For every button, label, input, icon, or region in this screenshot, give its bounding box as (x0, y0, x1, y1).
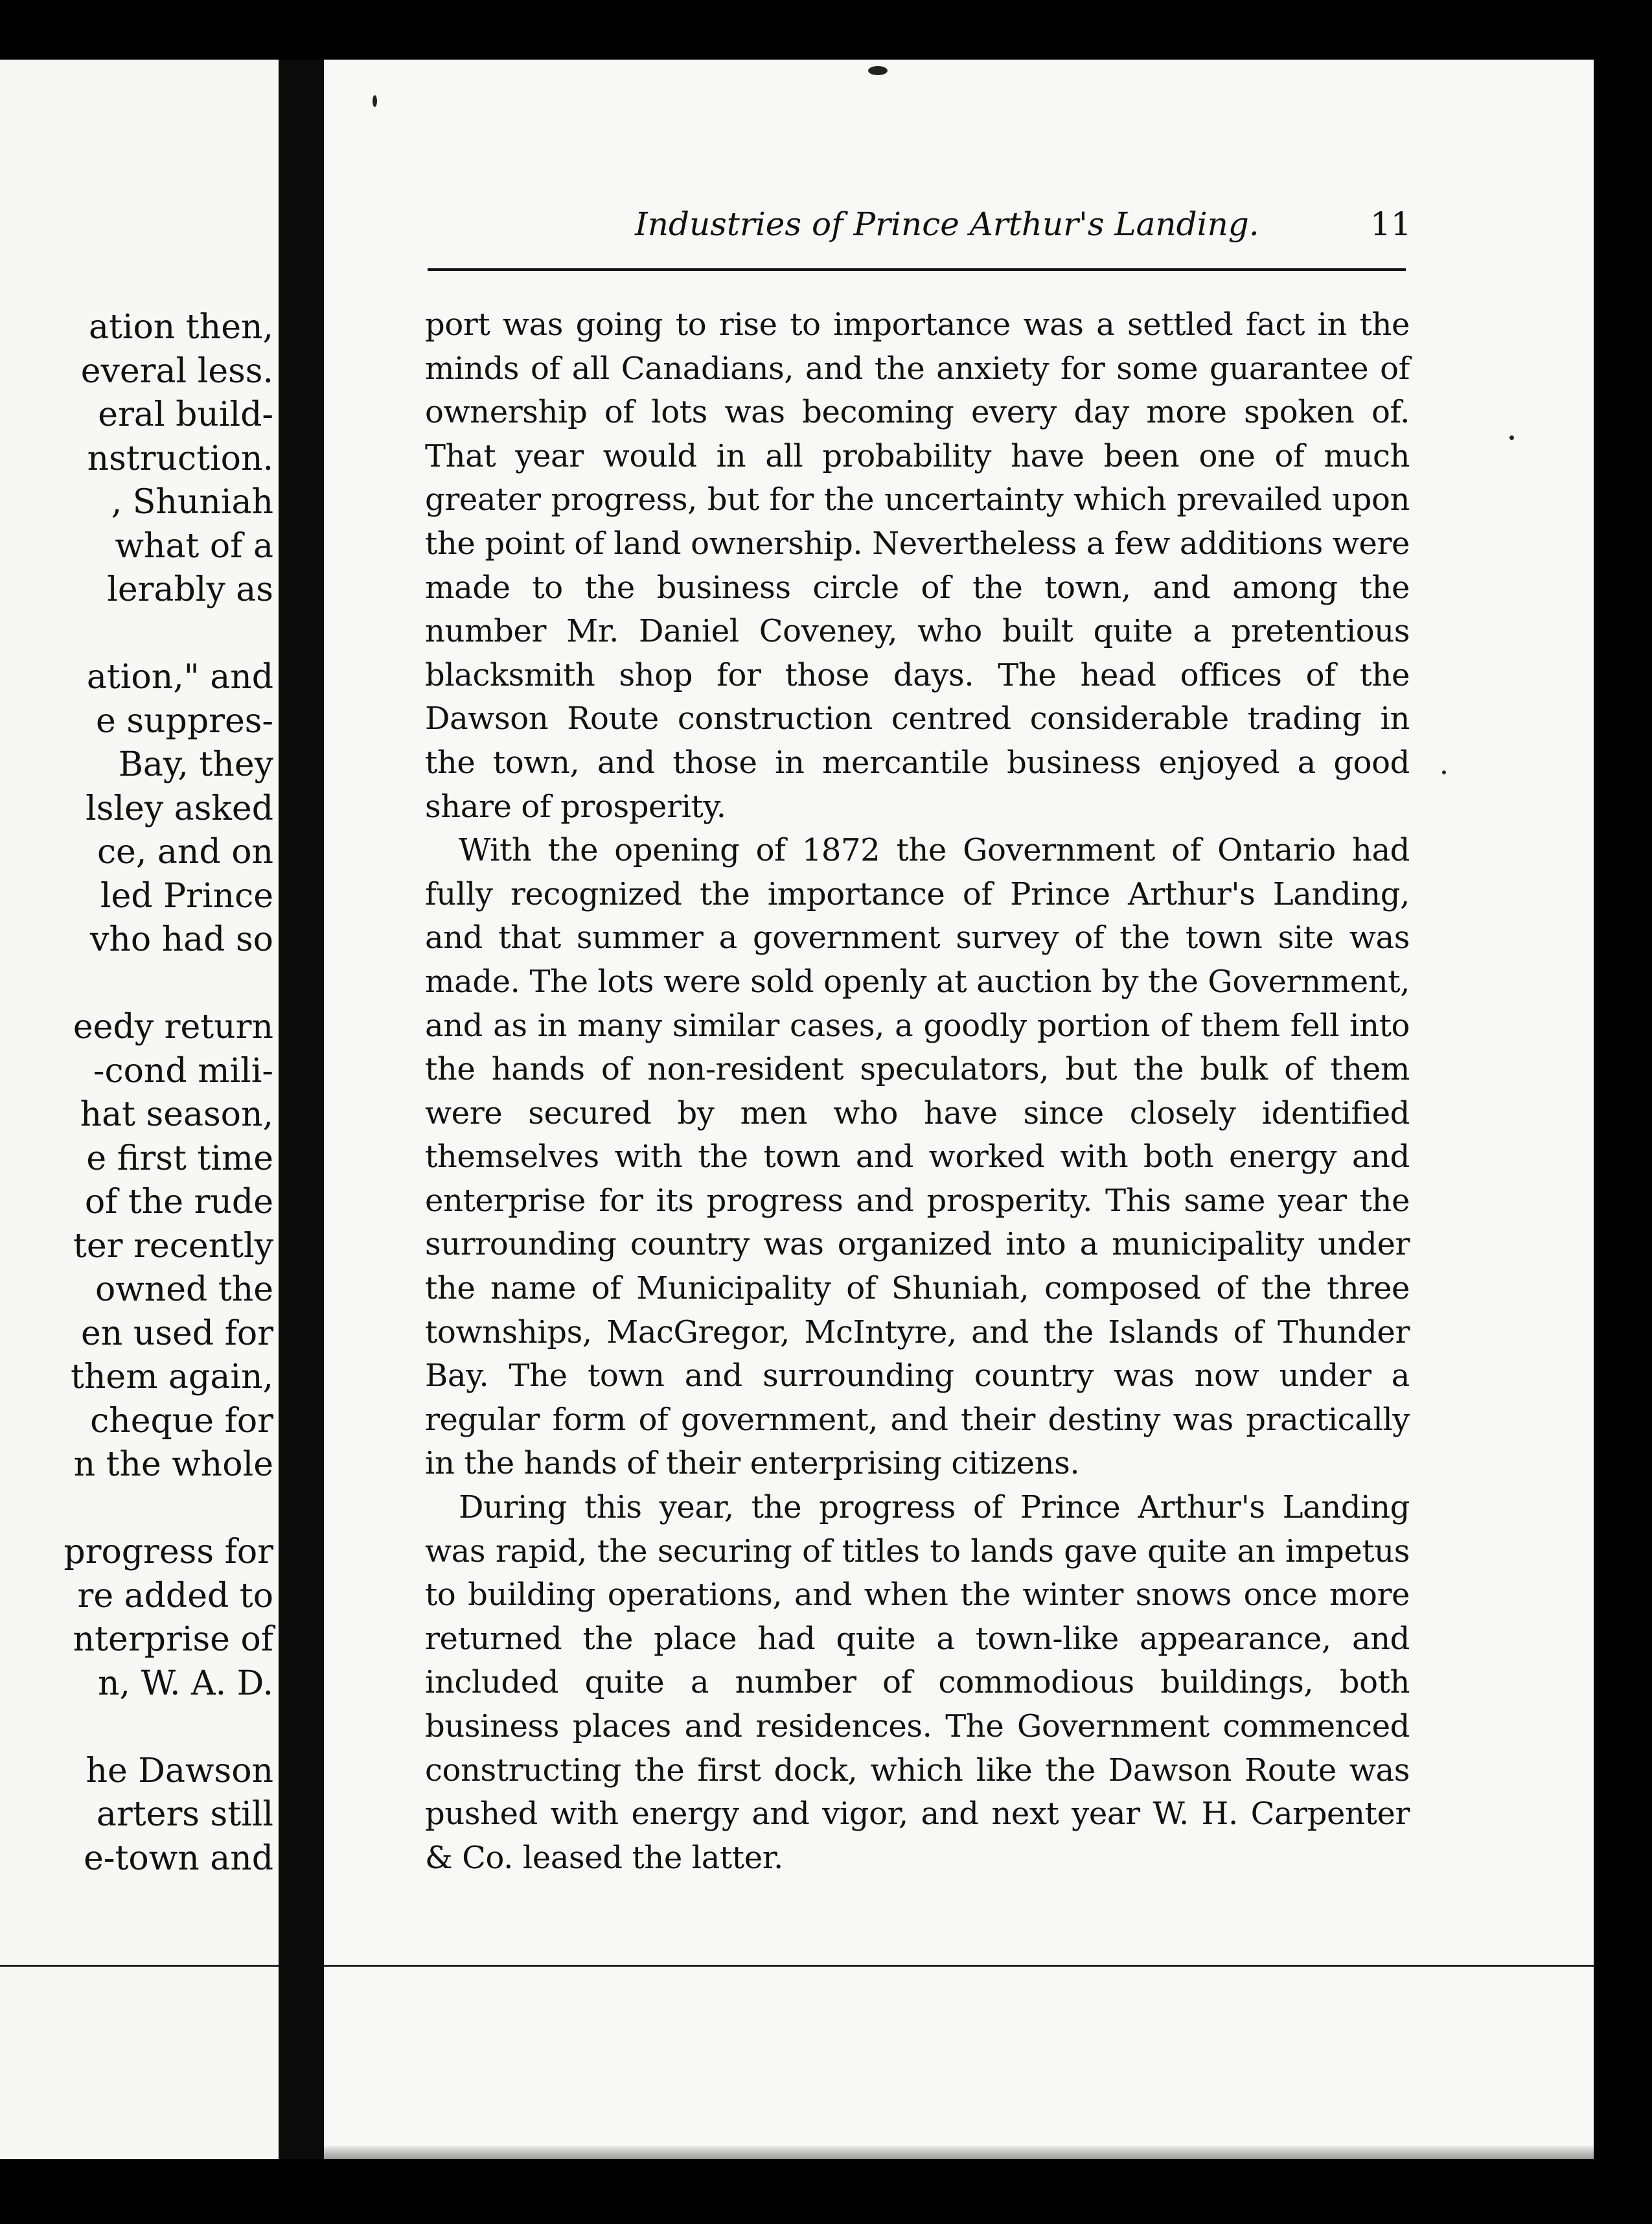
left-page-line: n the whole (73, 1445, 273, 1484)
left-page-line (1, 612, 273, 656)
left-page-line: -cond mili- (93, 1051, 273, 1091)
ink-speck (868, 66, 888, 75)
left-page-line: them again, (71, 1358, 273, 1396)
ink-speck (1509, 435, 1514, 440)
left-page-line: lerably as (107, 570, 273, 609)
left-page-line: Bay, they (118, 745, 273, 784)
page-bottom-rule (324, 1965, 1594, 1967)
body-text (425, 303, 1410, 1880)
left-page-line: of the rude (84, 1183, 273, 1222)
left-page-line: nstruction. (87, 439, 273, 478)
left-page-text-fragments (1, 306, 273, 1881)
left-page-line: ation then, (88, 308, 273, 347)
left-page-line: re added to (77, 1576, 273, 1616)
left-page-line: ation," and (86, 658, 273, 697)
paragraph-continued: port was going to rise to importance was a settled fact in the minds of all Canadians, and the anxiety for some guarantee of ownership of lots was becoming every day more spoken of. That year would in all probability have been one of much greater progress, but for the uncertainty which prevailed upon the point of land ownership. Nevertheless a few additions were made to the business circle of the town, and among the number Mr. Daniel Coveney, who built quite a pretentious blacksmith shop for those days. The head offices of the Dawson Route construction centred considerable trading in the town, and those in mercantile business enjoyed a good share of prosperity. (425, 307, 1410, 825)
paragraph-1872: With the opening of 1872 the Government of Ontario had fully recognized the importance of Prince Arthur's Landing, and that summer a government survey of the town site was made. The lots were sold openly at auction by the Government, and as in many similar cases, a goodly portion of them fell into the hands of non-resident speculators, but the bulk of them were secured by men who have since closely identified themselves with the town and worked with both energy and enterprise for its progress and prosperity. This same year the surrounding country was organized into a municipality under the name of Municipality of Shuniah, composed of the three townships, MacGregor, McIntyre, and the Islands of Thunder Bay. The town and surrounding country was now under a regular form of government, and their destiny was practically in the hands of their enterprising citizens. (425, 832, 1410, 1482)
left-page-line: eedy return (73, 1008, 273, 1047)
right-page (324, 60, 1594, 2159)
left-page-line: everal less. (80, 351, 273, 391)
left-page-line: hat season, (80, 1095, 273, 1134)
book-gutter (279, 60, 324, 2159)
left-page-line: nterprise of (73, 1620, 273, 1659)
left-page-line: en used for (81, 1314, 273, 1353)
left-page-line: eral build- (98, 395, 273, 434)
left-page-line: led Prince (100, 876, 273, 916)
left-page-line: n, W. A. D. (98, 1663, 273, 1703)
left-page-line: lsley asked (86, 789, 273, 828)
header-rule (428, 268, 1406, 271)
running-head: Industries of Prince Arthur's Landing. (635, 205, 1259, 243)
left-page-line: e suppres- (96, 701, 273, 741)
left-page-line: ter recently (73, 1226, 273, 1266)
left-page-line (1, 962, 273, 1006)
page-edge-shadow (324, 2146, 1594, 2159)
left-page-line: he Dawson (86, 1751, 273, 1790)
page-number: 11 (1370, 205, 1412, 243)
paragraph-progress: During this year, the progress of Prince Arthur's Landing was rapid, the securing of titles to lands gave quite an impetus to building operations, and when the winter snows once more returned the place had quite a town-like appearance, and included quite a number of commodious buildings, both business places and residences. The Government commenced constructing the first dock, which like the Dawson Route was pushed with energy and vigor, and next year W. H. Carpenter & Co. leased the latter. (425, 1489, 1410, 1876)
left-facing-page (0, 60, 279, 2159)
left-page-line: e-town and (84, 1838, 273, 1878)
left-page-line: e first time (86, 1139, 273, 1178)
left-page-line: , Shuniah (111, 483, 273, 522)
left-page-line: what of a (115, 526, 273, 566)
left-page-line (1, 1706, 273, 1750)
left-page-line: ce, and on (97, 833, 273, 872)
left-page-bottom-rule (0, 1965, 279, 1967)
left-page-line: progress for (63, 1533, 273, 1571)
left-page-line: vho had so (89, 920, 273, 959)
ink-speck (1442, 770, 1446, 774)
left-page-line (1, 1487, 273, 1531)
left-page-line: arters still (96, 1795, 273, 1834)
left-page-line: cheque for (90, 1401, 273, 1441)
left-page-line: owned the (95, 1270, 273, 1309)
ink-speck (373, 95, 377, 107)
